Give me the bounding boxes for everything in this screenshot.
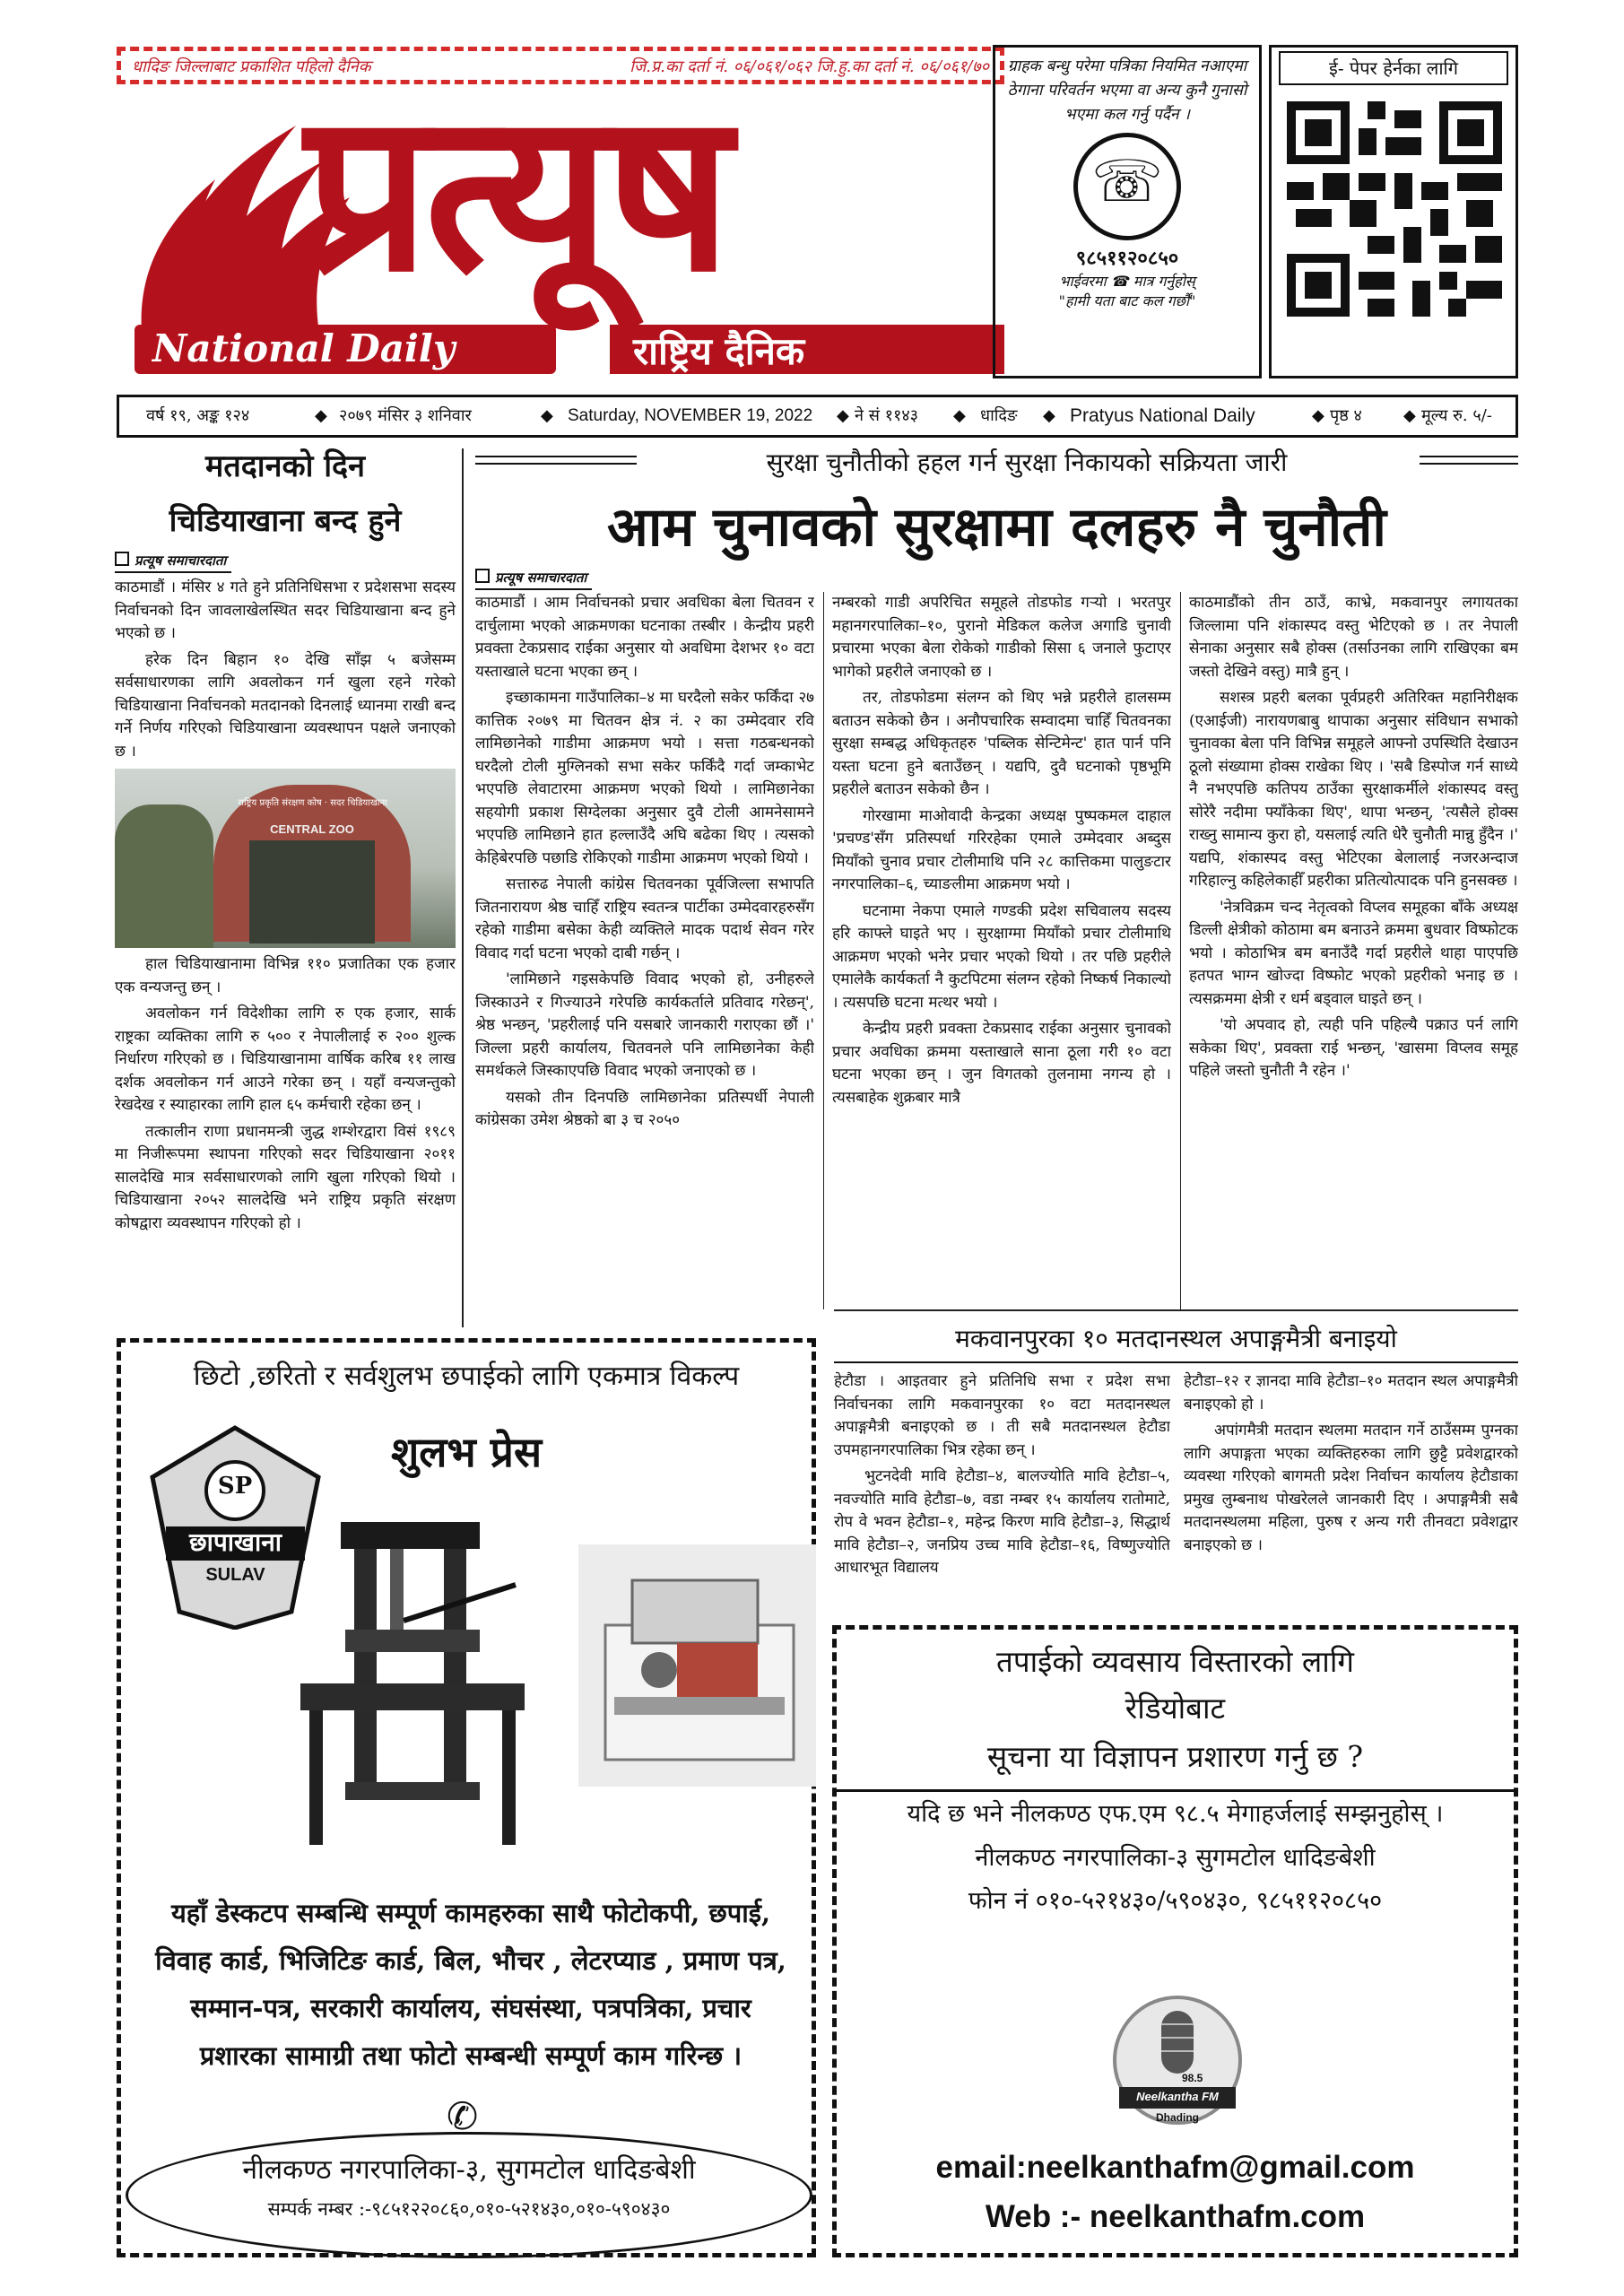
section-divider [834,1309,1518,1311]
logo-place: Dhading [1156,2111,1199,2124]
paragraph: सत्तारुढ नेपाली कांग्रेस चितवनका पूर्वजिल्ला सभापति जितनारायण श्रेष्ठ चाहिँ राष्ट्रिय स्वतन्त्र पार्टीका उम्मेदवारहरुसँग रहेको गाडीमा बसेका केही व्यक्तिले मादक पदार्थ सेवन गरेर विवाद गर्दा घटना भएको दाबी गर्छन् । [475,875,814,962]
paragraph: अपांगमैत्री मतदान स्थलमा मतदान गर्ने ठाउँसम्म पुग्नका लागि अपाङ्गता भएका व्यक्तिहरुका लागि छुट्टै प्रवेशद्वारको व्यवस्था गरिएको बागमती प्रदेश निर्वाचन कार्यालय हेटौडाका प्रमुख लुम्बनाथ पोखरेलले जानकारी दिए । अपाङ्गमैत्री सबै मतदानस्थलमा महिला, पुरुष र अन्य गरी तीनवटा प्रवेशद्वार बनाइएको छ । [1184,1422,1518,1554]
paragraph: गोरखामा माओवादी केन्द्रका अध्यक्ष पुष्पकमल दाहाल 'प्रचण्ड'सँग प्रतिस्पर्धा गरिरहेका एमाले उम्मेदवार अब्दुस मियाँको चुनाव प्रचार टोलीमाथि पनि २८ कात्तिकमा पालुङटार नगरपालिका–६, च्याङलीमा आक्रमण भयो । [832,806,1171,893]
radio-line-2: रेडियोबाट [1125,1691,1226,1726]
press-advertisement [117,1338,816,2257]
main-byline [475,569,592,590]
paragraph: 'यो अपवाद हो, त्यही पनि पहिल्यै पक्राउ पर्न लागि सकेका थिए', प्रवक्ता राई भन्छन्, 'खासमा विप्लव समूह पहिले जस्तो चुनौती नै रहेन ।' [1189,1016,1518,1080]
tree [115,804,213,948]
paper-name: Pratyus National Daily [1070,405,1255,426]
press-contact: सम्पर्क नम्बर :-९८५१२२०८६०,०१०-५२१४३०,०१०-५९०४३० [267,2198,671,2220]
masthead-nepali-banner [610,325,1004,374]
dateline-bar [117,395,1518,438]
gate-opening [249,840,375,944]
price: मूल्य रु. ५/- [1421,406,1492,425]
zoo-byline [115,552,456,573]
ne-sam: ने सं ११४३ [855,406,919,425]
bullet-icon: ◆ [1403,406,1416,425]
nepali-date: २०७९ मंसिर ३ शनिवार [339,406,472,425]
makwanpur-col-1 [834,1370,1170,1622]
press-name: शुलभ प्रेस [390,1428,543,1476]
notice-text: ग्राहक बन्धु परेमा पत्रिका नियमित नआएमा ठेगाना परिवर्तन भएमा वा अन्य कुनै गुनासो भएमा कल गर्नु पर्दैन । [1007,57,1247,124]
paragraph: 'लामिछाने गइसकेपछि विवाद भएको हो, उनीहरुले जिस्काउने र गिज्याउने गरेपछि कार्यकर्ताले प्रतिवाद गरेछन्', श्रेष्ठ भन्छन्, 'प्रहरीलाई पनि यसबारे जानकारी गराएका छौं ।' जिल्ला प्रहरी कार्यालय, चितवनले पनि लामिछानेका केही समर्थकले जिस्काएपछि विवाद भएको जनाएको छ । [475,970,814,1080]
bullet-icon: ◆ [953,406,966,425]
masthead-nepali: राष्ट्रिय दैनिक [633,329,805,373]
gate-label: CENTRAL ZOO [270,822,354,836]
paragraph: काठमाडौं । आम निर्वाचनको प्रचार अवधिका बेला चितवन र दार्चुलामा भएको आक्रमणका घटनाका तस्बीर । केन्द्रीय प्रहरी प्रवक्ता टेकप्रसाद राईका अनुसार यो अवधिमा देशभर १० वटा यस्ताखाले घटना भएका छन् । [475,594,814,681]
masthead-english-banner [135,325,556,374]
paragraph: नम्बरको गाडी अपरिचित समूहले तोडफोड गऱ्यो । भरतपुर महानगरपालिका–१०, पुरानो मेडिकल कलेज अगाडि चुनावी प्रचारमा भएका बेला रोकेको गाडीको सिसा ६ जनाले फुटाएर भागेको प्रहरीले जनाएको छ । [832,594,1171,681]
column-divider [1180,592,1181,1309]
viber-phone-icon: ☏ [1073,133,1181,240]
radio-line-5: नीलकण्ठ नगरपालिका-३ सुगमटोल धादिङबेशी [975,1844,1376,1872]
paragraph: केन्द्रीय प्रहरी प्रवक्ता टेकप्रसाद राईका अनुसार चुनावको प्रचार अवधिका क्रममा यस्ताखाले साना ठूला गरी १० वटा घटना भएका छन् । जुन विगतको तुलनामा नगन्य हो । त्यसबाहेक शुक्रबार मात्रै [832,1020,1171,1107]
hand-press-icon [291,1513,543,1863]
press-tagline: छिटो ,छरितो र सर्वशुलभ छपाईको लागि एकमात्र विकल्प [193,1361,740,1392]
zoo-headline-1: मतदानको दिन [205,448,365,484]
press-address-oval [126,2132,812,2258]
logo-station: Neelkantha FM [1136,2090,1219,2103]
epaper-box [1269,45,1518,378]
paragraph: तर, तोडफोडमा संलग्न को थिए भन्ने प्रहरीले हालसम्म बताउन सकेको छैन । अनौपचारिक सम्वादमा चाहिँ चितवनका सुरक्षा सम्बद्ध अधिकृतहरु 'पब्लिक सेन्टिमेन्ट' हात पार्न पनि यस्ता घटना हुने बताउँछन् । यद्यपि, दुवै घटनाको पृष्ठभूमि प्रहरीले बताउन सकेको छैन । [832,689,1171,798]
paragraph: हेटौडा । आइतवार हुने प्रतिनिधि सभा र प्रदेश सभा निर्वाचनका लागि मकवानपुरका १० वटा मतदानस्थल अपाङ्गमैत्री बनाइएको छ । ती सबै मतदानस्थल हेटौडा उपमहानगरपालिका भित्र रहेका छन् । [834,1372,1170,1459]
epaper-label: ई- पेपर हेर्नका लागि [1279,51,1508,85]
paragraph: तत्कालीन राणा प्रधानमन्त्री जुद्ध शम्शेरद्वारा विसं १९८९ मा निजीरूपमा स्थापना गरिएको सदर चिडियाखाना २०११ सालदेखि मात्र सर्वसाधारणको लागि खुला गरिएको थियो । चिडियाखाना २०५२ सालदेखि भने राष्ट्रिय प्रकृति संरक्षण कोषद्वारा व्यवस्थापन गरिएको हो । [115,1122,456,1232]
makwanpur-headline: मकवानपुरका १० मतदानस्थल अपाङ्गमैत्री बनाइयो [834,1317,1518,1363]
gate-sign: राष्ट्रिय प्रकृति संरक्षण कोष · सदर चिडियाखाना [238,798,387,808]
bullet-icon: ◆ [541,406,553,425]
logo-en: SULAV [205,1565,265,1585]
paragraph: इच्छाकामना गाउँपालिका–४ मा घरदैलो सकेर फर्किंदा २७ कात्तिक २०७९ मा चितवन क्षेत्र नं. २ का उम्मेदवार रवि लामिछानेको गाडीमा आक्रमण भयो । सत्ता गठबन्धनको घरदैलो टोली मुग्लिनको सभा सकेर फर्किंदै गर्दा जम्काभेट भएपछि लेवाटारमा आक्रमण भएको थियो । लामिछानेका सहयोगी प्रकाश सिग्देलका अनुसार दुवै टोली आमनेसामने भएपछि लामिछाने हात हल्लाउँदै अघि बढेका थिए । त्यसको केहिबेरपछि पछाडि रोकिएको गाडीमा आक्रमण भएको थियो । [475,689,814,867]
makwanpur-col-2 [1184,1370,1518,1622]
notice-quote: "हामी यता बाट कल गर्छौं" [1058,292,1196,309]
qr-code-icon[interactable] [1287,101,1502,317]
topline-right: जि.प्र.का दर्ता नं. ०६/०६१/०६२ जि.हु.का दर्ता नं. ०६/०६१/७० [630,57,989,76]
radio-advertisement [832,1625,1518,2257]
byline-label: प्रत्यूष समाचारदाता [115,552,231,573]
notice-phone: ९८५११२०८५० [1075,247,1179,270]
logo-initials: SP [217,1473,253,1500]
kicker-rule-left [475,456,637,465]
paragraph: अवलोकन गर्न विदेशीका लागि रु एक हजार, सार्क राष्ट्रका व्यक्तिका लागि रु ५०० र नेपालीलाई रु २०० शुल्क निर्धारण गरिएको छ । चिडियाखानामा वार्षिक करिब ११ लाख दर्शक अवलोकन गर्न आउने गरेका छन् । यहाँ वन्यजन्तुको रेखदेख र स्याहारका लागि हाल ६५ कर्मचारी रहेका छन् । [115,1004,456,1114]
notice-viber: भाईवरमा ☎ मात्र गर्नुहोस् [1059,273,1195,290]
neelkantha-logo [1106,1993,1249,2136]
main-col-1 [475,592,814,1327]
radio-email[interactable]: email:neelkanthafm@gmail.com [935,2150,1415,2185]
zoo-headline-2: चिडियाखाना बन्द हुने [169,503,402,539]
main-kicker [475,447,1518,483]
masthead-english: National Daily [152,326,456,370]
radio-line-6: फोन नं ०१०-५२१४३०/५९०४३०, ९८५११२०८५० [968,1887,1383,1915]
paragraph: सशस्त्र प्रहरी बलका पूर्वप्रहरी अतिरिक्त महानिरीक्षक (एआईजी) नारायणबाबु थापाका अनुसार संविधान सभाको चुनावका बेला पनि विभिन्न समूहले आफ्नो उपस्थिति देखाउन ठूलो संख्यामा होक्स राखेका थिए । 'सबै डिस्पोज गर्न साध्ये नै नभएपछि कतिपय ठाउँका सुरक्षाकर्मीले शंकास्पद वस्तु सोरेरै नदीमा फ्याँकेका थिए', थापा भन्छन्, 'त्यसैले होक्स राख्नु सामान्य कुरा हो, यसलाई त्यति धेरै चुनौती मान्नु हुँदैन ।' यद्यपि, शंकास्पद वस्तु भेटिएका बेलालाई नजरअन्दाज गरिहाल्नु कहिलेकाहीँ प्रहरीका प्रतित्योत्पादक पनि हुनसक्छ । [1189,689,1518,890]
column-divider [823,592,824,1309]
phone-icon: ✆ [447,2094,479,2138]
paragraph: 'नेत्रविक्रम चन्द नेतृत्वको विप्लव समूहका बाँके अध्यक्ष डिल्ली क्षेत्रीको कोठामा बम बनाउने क्रममा बुधवार विष्फोटक भयो । कोठाभित्र बम बनाउँदै गर्दा प्रहरीले थाहा पाएपछि हतपत भाग्न खोज्दा विष्फोट भएको प्रहरीको भनाइ छ । त्यसक्रममा क्षेत्री र धर्म बड्वाल घाइते छन् । [1189,898,1518,1008]
page-number: पृष्ठ ४ [1330,406,1362,425]
paragraph: हरेक दिन बिहान १० देखि साँझ ५ बजेसम्म सर्वसाधारणका लागि अवलोकन गर्न खुला रहने गरेको चिडियाखाना निर्वाचनको मतदानको दिनलाई ध्यानमा राखी बन्द गर्ने निर्णय गरिएको चिडियाखाना व्यवस्थापन पक्षले जनाएको छ । [115,650,456,761]
radio-line-1: तपाईको व्यवसाय विस्तारको लागि [996,1644,1354,1679]
printing-press-illustration [291,1513,543,1863]
offset-press-photo [578,1544,816,1787]
main-headline: आम चुनावको सुरक्षामा दलहरु नै चुनौती [607,496,1386,559]
paragraph: काठमाडौंको तीन ठाउँ, काभ्रे, मकवानपुर लगायतका जिल्लामा पनि शंकास्पद वस्तु भेटिएको छ । तर नेपाली सेनाका अनुसार सबै होक्स (तर्साउनका लागि राखिएका बम जस्तो देखिने वस्तु) मात्रै हुन् । [1189,594,1518,681]
byline-label: प्रत्यूष समाचारदाता [475,569,592,590]
bullet-icon: ◆ [1043,406,1055,425]
paragraph: यसको तीन दिनपछि लामिछानेका प्रतिस्पर्धी नेपाली कांग्रेसका उमेश श्रेष्ठको बा ३ च २०५० [475,1088,814,1129]
bullet-icon: ◆ [1312,406,1324,425]
main-col-3 [1189,592,1518,1309]
column-divider [462,448,464,1327]
zoo-body-top [115,577,456,763]
kicker-rule-right [1420,456,1518,465]
paragraph: घटनामा नेकपा एमाले गण्डकी प्रदेश सचिवालय सदस्य हरि काफ्ले घाइते भए । सुरक्षाग्मा मियाँको प्रचार टोलीमाथि आक्रमण भएको भनेर प्रचार भएको थियो । तर पछि प्रहरीले एमालेकै कार्यकर्ता नै कुटपिटमा संलग्न रहेको निष्कर्ष निकाल्यो । त्यसपछि घटना मत्थर भयो । [832,901,1171,1012]
offset-press-icon [578,1544,816,1787]
paragraph: काठमाडौं । मंसिर ४ गते हुने प्रतिनिधिसभा र प्रदेशसभा सदस्य निर्वाचनको दिन जावलाखेलस्थित सदर चिडियाखाना बन्द हुने भएको छ । [115,578,456,642]
bullet-icon: ◆ [837,406,849,425]
english-date: Saturday, NOVEMBER 19, 2022 [568,406,813,425]
press-services: यहाँ डेस्कटप सम्बन्धि सम्पूर्ण कामहरुका साथै फोटोकपी, छपाई, विवाह कार्ड, भिजिटिङ कार्ड, बिल, भौचर , लेटरप्याड , प्रमाण पत्र, सम्मान-पत्र, सरकारी कार्यालय, संघसंस्था, पत्रपत्रिका, प्रचार प्रशारका सामाग्री तथा फोटो सम्बन्धी सम्पूर्ण काम गरिन्छ । [155,1898,786,2071]
zoo-gate-photo [115,769,456,948]
kicker-text: सुरक्षा चुनौतीको हहल गर्न सुरक्षा निकायको सक्रियता जारी [766,448,1288,477]
topline-left: धादिङ जिल्लाबाट प्रकाशित पहिलो दैनिक [132,57,371,76]
year-issue: वर्ष १९, अङ्क १२४ [146,406,250,425]
paragraph: हाल चिडियाखानामा विभिन्न ११० प्रजातिका एक हजार एक वन्यजन्तु छन् । [115,955,456,996]
zoo-body-bottom [115,953,456,1235]
zoo-article [115,444,456,1327]
place: धादिङ [980,406,1018,425]
masthead-title: प्रत्यूष [305,65,727,320]
paragraph: भुटनदेवी मावि हेटौडा–४, बालज्योति मावि हेटौडा–५, नवज्योति मावि हेटौडा–७, वडा नम्बर १५ कार्यालय रातोमाटे, रोप वे भवन हेटौडा–१, महेन्द्र किरण मावि हेटौडा–३, सिद्धार्थ मावि हेटौडा–२, जनप्रिय उच्च मावि हेटौडा–१६, विष्णुज्योति आधारभूत विद्यालय [834,1467,1170,1577]
logo-frequency: 98.5 [1182,2072,1203,2084]
radio-line-3: सूचना या विज्ञापन प्रशारण गर्नु छ ? [986,1739,1364,1774]
press-address: नीलकण्ठ नगरपालिका-३, सुगमटोल धादिङबेशी [242,2154,696,2186]
main-col-2 [832,592,1171,1309]
logo-word: छापाखाना [189,1527,282,1557]
radio-website[interactable]: Web :- neelkanthafm.com [985,2199,1366,2234]
radio-line-4: यदि छ भने नीलकण्ठ एफ.एम ९८.५ मेगाहर्जलाई सम्झनुहोस् । [907,1800,1444,1828]
bullet-icon: ◆ [315,406,327,425]
paragraph: हेटौडा–१२ र ज्ञानदा मावि हेटौडा–१० मतदान स्थल अपाङ्गमैत्री बनाइएको हो । [1184,1372,1518,1413]
subscriber-notice-box [993,45,1262,378]
